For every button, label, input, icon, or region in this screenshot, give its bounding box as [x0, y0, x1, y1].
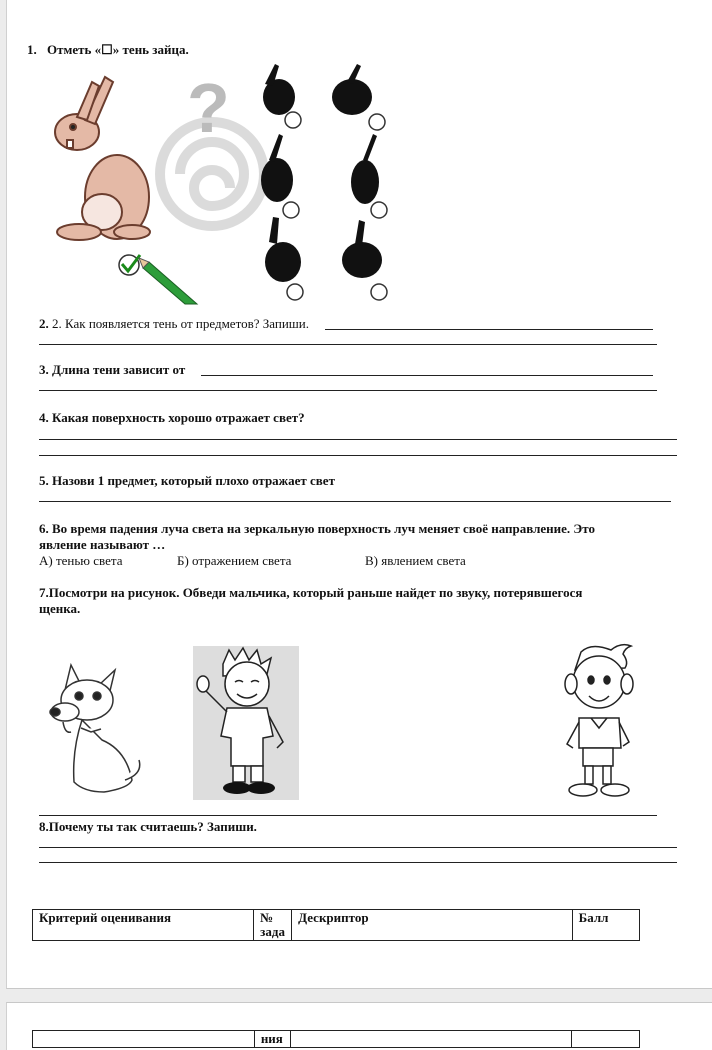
silhouette-4: [351, 134, 387, 218]
silhouette-5: [265, 217, 303, 300]
table-cell-descriptor: [291, 1031, 572, 1048]
q3-answer-line-2[interactable]: [39, 390, 657, 391]
table-cell-criterion: [33, 1031, 255, 1048]
q3-answer-line-1[interactable]: [201, 375, 653, 376]
q4-text: 4. Какая поверхность хорошо отражает свет?: [39, 410, 305, 425]
q6-line-1: 6. Во время падения луча света на зеркальную поверхность луч меняет своё направление. Это: [39, 521, 595, 536]
assessment-table: [32, 909, 640, 941]
hare-shadow-illustration: [47, 69, 397, 304]
q3-text: 3. Длина тени зависит от: [39, 362, 186, 377]
q7-line-2: щенка.: [39, 601, 81, 616]
q6-option-b[interactable]: Б) отражением света: [177, 553, 292, 568]
table-header-descriptor: Дескриптор: [292, 910, 572, 941]
silhouette-2: [332, 64, 385, 130]
silhouette-3: [261, 134, 299, 218]
table-header-row: [33, 910, 640, 941]
q2-text: 2. 2. Как появляется тень от предметов? Запиши.: [39, 316, 309, 331]
q6-option-c[interactable]: В) явлением света: [365, 553, 466, 568]
table-row: [33, 1031, 640, 1048]
q8-answer-line-2[interactable]: [39, 862, 677, 863]
boy-waving-illustration[interactable]: [193, 646, 299, 800]
q5-answer-line[interactable]: [39, 501, 671, 502]
silhouette-6: [342, 220, 387, 300]
q1-number: 1.: [27, 42, 37, 57]
table-cell-task-number: ния: [254, 1031, 290, 1048]
q6-line-2: явление называют …: [39, 537, 166, 552]
q7-answer-line[interactable]: [39, 815, 657, 816]
q7-line-1: 7.Посмотри на рисунок. Обведи мальчика, который раньше найдет по звуку, потерявшегося: [39, 585, 583, 600]
question-mark-icon: ?: [187, 69, 230, 147]
q8-answer-line-1[interactable]: [39, 847, 677, 848]
q6-option-a[interactable]: А) тенью света: [39, 553, 123, 568]
worksheet-page-2: [6, 1002, 712, 1050]
table-cell-score: [572, 1031, 640, 1048]
worksheet-page-1: [6, 0, 712, 989]
pencil-check-icon: [119, 255, 197, 304]
table-header-score: Балл: [572, 910, 639, 941]
q2-answer-line-1[interactable]: [325, 329, 653, 330]
silhouette-1: [263, 64, 301, 128]
q2-label: 2. Как появляется тень от предметов? Запиши.: [52, 316, 309, 331]
table-header-task-number: № зада: [254, 910, 292, 941]
q4-answer-line-2[interactable]: [39, 455, 677, 456]
silhouettes: [261, 64, 387, 300]
boy-big-ears-illustration[interactable]: [553, 642, 639, 802]
table-header-criterion: Критерий оценивания: [33, 910, 254, 941]
q4-answer-line-1[interactable]: [39, 439, 677, 440]
q1-text: Отметь «☐» тень зайца.: [47, 42, 189, 57]
q8-text: 8.Почему ты так считаешь? Запиши.: [39, 819, 257, 834]
q5-text: 5. Назови 1 предмет, который плохо отражает свет: [39, 473, 335, 488]
hare-figure: [55, 77, 150, 240]
assessment-table-continued: [32, 1030, 640, 1048]
puppy-illustration: [37, 660, 147, 800]
q2-answer-line-2[interactable]: [39, 344, 657, 345]
